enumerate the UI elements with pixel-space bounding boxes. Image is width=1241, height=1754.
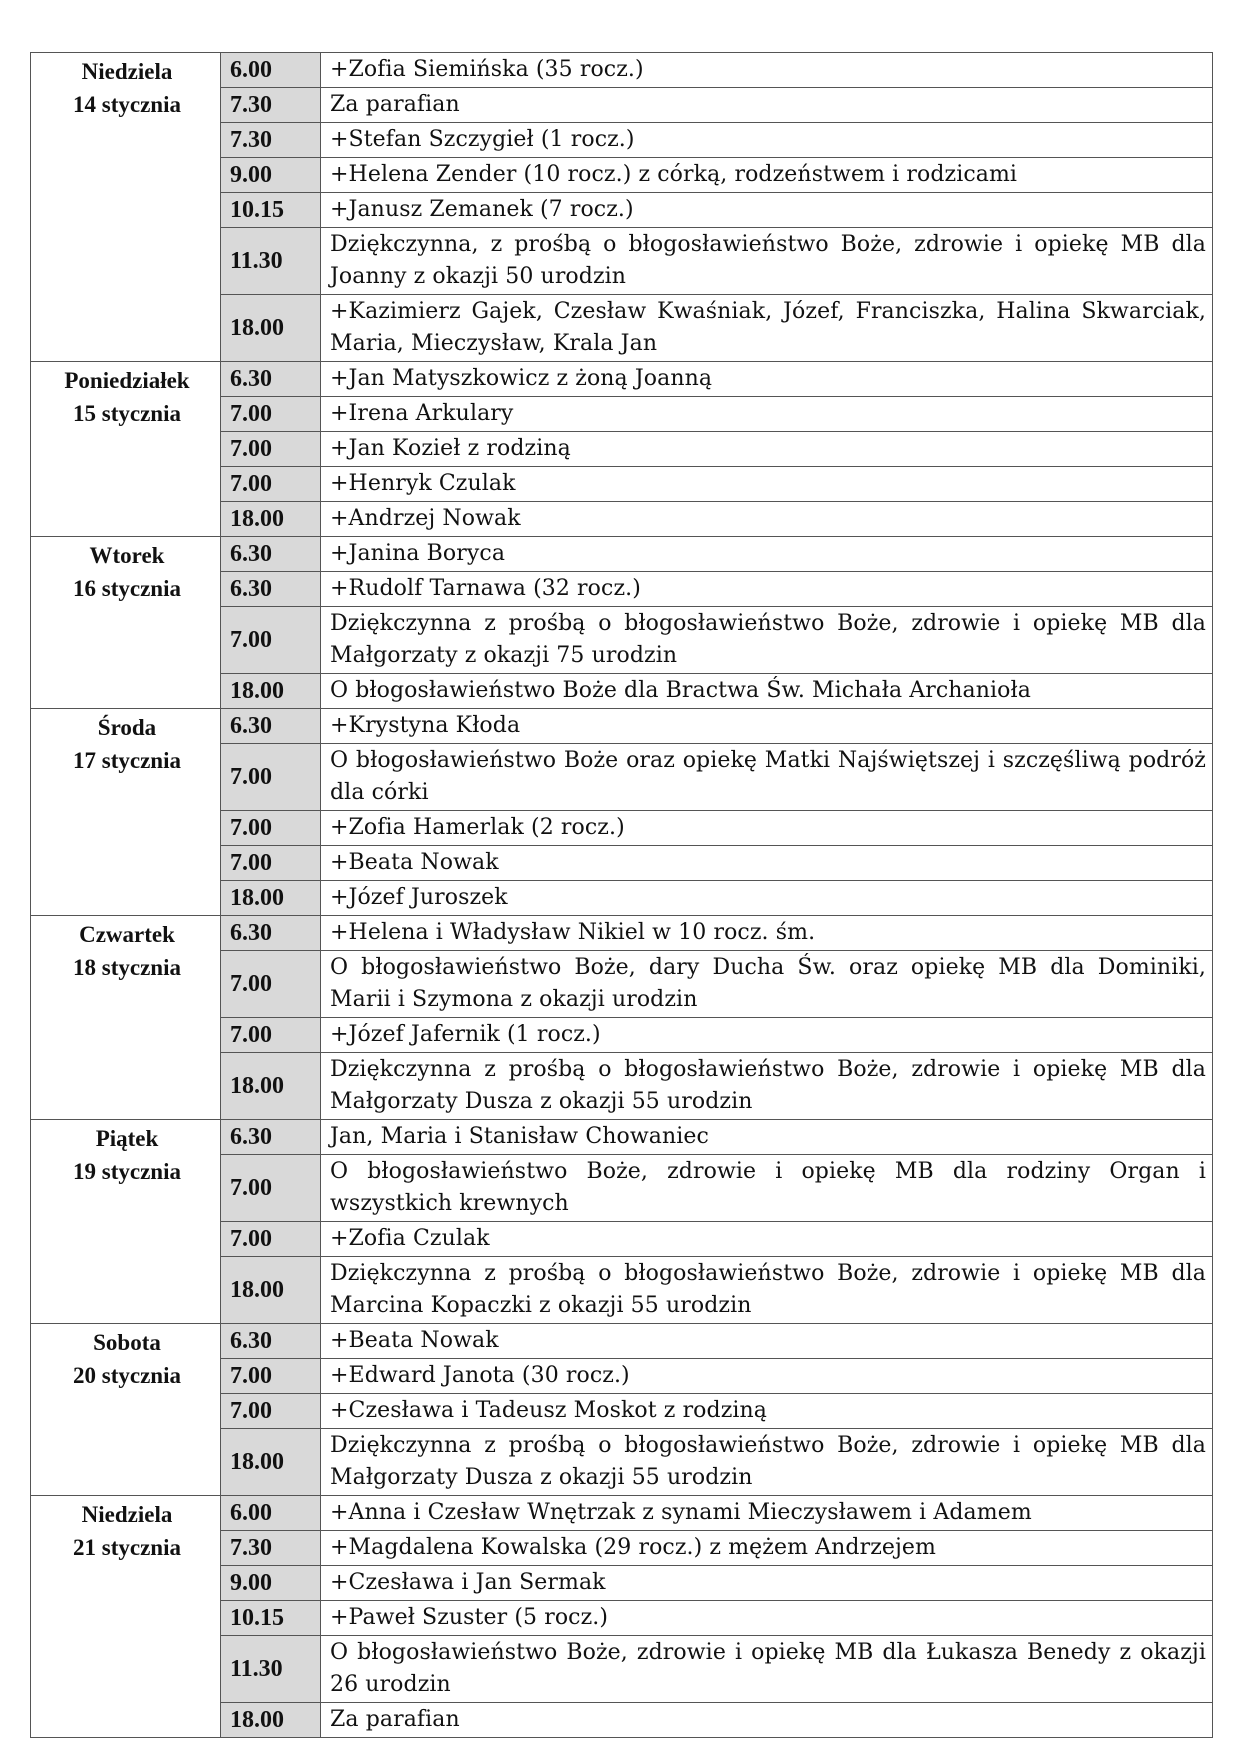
mass-intention: +Janusz Zemanek (7 rocz.) xyxy=(321,193,1213,228)
day-date: 17 stycznia xyxy=(73,748,181,773)
day-name: Niedziela xyxy=(81,1502,173,1527)
mass-time: 7.00 xyxy=(221,744,321,811)
day-name: Czwartek xyxy=(79,922,175,947)
mass-time: 7.00 xyxy=(221,951,321,1018)
mass-intention: +Janina Boryca xyxy=(321,537,1213,572)
mass-time: 18.00 xyxy=(221,295,321,362)
mass-time: 10.15 xyxy=(221,1601,321,1636)
day-cell xyxy=(31,1120,221,1324)
day-cell xyxy=(31,362,221,537)
mass-intention: Jan, Maria i Stanisław Chowaniec xyxy=(321,1120,1213,1155)
day-date: 14 stycznia xyxy=(73,92,181,117)
table-row xyxy=(31,1496,1213,1531)
mass-time: 7.00 xyxy=(221,1018,321,1053)
mass-intention: +Zofia Hamerlak (2 rocz.) xyxy=(321,811,1213,846)
mass-intention: Za parafian xyxy=(321,88,1213,123)
mass-schedule-table xyxy=(30,52,1213,1738)
day-cell xyxy=(31,53,221,362)
mass-intention: +Anna i Czesław Wnętrzak z synami Mieczysławem i Adamem xyxy=(321,1496,1213,1531)
table-row xyxy=(31,362,1213,397)
mass-time: 9.00 xyxy=(221,1566,321,1601)
mass-intention: Dziękczynna z prośbą o błogosławieństwo Boże, zdrowie i opiekę MB dla Małgorzaty Dusza z okazji 55 urodzin xyxy=(321,1429,1213,1496)
mass-time: 18.00 xyxy=(221,1257,321,1324)
day-name: Sobota xyxy=(93,1330,161,1355)
mass-time: 18.00 xyxy=(221,881,321,916)
mass-time: 7.00 xyxy=(221,607,321,674)
mass-time: 11.30 xyxy=(221,1636,321,1703)
mass-time: 7.30 xyxy=(221,1531,321,1566)
table-row xyxy=(31,1324,1213,1359)
mass-intention: O błogosławieństwo Boże, zdrowie i opiekę MB dla Łukasza Benedy z okazji 26 urodzin xyxy=(321,1636,1213,1703)
mass-time: 6.30 xyxy=(221,1324,321,1359)
mass-intention: +Czesława i Tadeusz Moskot z rodziną xyxy=(321,1394,1213,1429)
mass-time: 6.30 xyxy=(221,362,321,397)
schedule-body xyxy=(31,53,1213,1738)
mass-time: 7.00 xyxy=(221,846,321,881)
mass-intention: Dziękczynna z prośbą o błogosławieństwo Boże, zdrowie i opiekę MB dla Marcina Kopaczki z okazji 55 urodzin xyxy=(321,1257,1213,1324)
mass-time: 6.30 xyxy=(221,1120,321,1155)
mass-intention: Dziękczynna z prośbą o błogosławieństwo Boże, zdrowie i opiekę MB dla Małgorzaty Dusza z okazji 55 urodzin xyxy=(321,1053,1213,1120)
mass-intention: +Magdalena Kowalska (29 rocz.) z mężem Andrzejem xyxy=(321,1531,1213,1566)
mass-intention: +Kazimierz Gajek, Czesław Kwaśniak, Józef, Franciszka, Halina Skwarciak, Maria, Mieczysław, Krala Jan xyxy=(321,295,1213,362)
mass-intention: Za parafian xyxy=(321,1703,1213,1738)
mass-intention: +Beata Nowak xyxy=(321,1324,1213,1359)
mass-time: 18.00 xyxy=(221,502,321,537)
mass-time: 7.30 xyxy=(221,123,321,158)
mass-time: 18.00 xyxy=(221,674,321,709)
mass-intention: +Czesława i Jan Sermak xyxy=(321,1566,1213,1601)
mass-time: 6.30 xyxy=(221,537,321,572)
day-date: 15 stycznia xyxy=(73,401,181,426)
mass-intention: +Andrzej Nowak xyxy=(321,502,1213,537)
mass-time: 7.00 xyxy=(221,467,321,502)
mass-time: 6.30 xyxy=(221,709,321,744)
mass-time: 6.30 xyxy=(221,572,321,607)
day-cell xyxy=(31,537,221,709)
day-name: Poniedziałek xyxy=(64,368,190,393)
mass-time: 7.00 xyxy=(221,1394,321,1429)
day-cell xyxy=(31,1324,221,1496)
mass-intention: +Henryk Czulak xyxy=(321,467,1213,502)
mass-time: 6.00 xyxy=(221,1496,321,1531)
mass-time: 7.00 xyxy=(221,1155,321,1222)
table-row xyxy=(31,709,1213,744)
day-cell xyxy=(31,916,221,1120)
mass-intention: +Irena Arkulary xyxy=(321,397,1213,432)
mass-intention: Dziękczynna, z prośbą o błogosławieństwo Boże, zdrowie i opiekę MB dla Joanny z okazji 50 urodzin xyxy=(321,228,1213,295)
mass-time: 7.00 xyxy=(221,397,321,432)
day-name: Wtorek xyxy=(89,543,165,568)
table-row xyxy=(31,916,1213,951)
mass-intention: +Zofia Siemińska (35 rocz.) xyxy=(321,53,1213,88)
mass-intention: O błogosławieństwo Boże dla Bractwa Św. Michała Archanioła xyxy=(321,674,1213,709)
mass-intention: +Zofia Czulak xyxy=(321,1222,1213,1257)
mass-intention: O błogosławieństwo Boże oraz opiekę Matki Najświętszej i szczęśliwą podróż dla córki xyxy=(321,744,1213,811)
mass-intention: Dziękczynna z prośbą o błogosławieństwo Boże, zdrowie i opiekę MB dla Małgorzaty z okazji 75 urodzin xyxy=(321,607,1213,674)
day-name: Niedziela xyxy=(81,59,173,84)
day-date: 16 stycznia xyxy=(73,576,181,601)
mass-intention: +Stefan Szczygieł (1 rocz.) xyxy=(321,123,1213,158)
day-date: 21 stycznia xyxy=(73,1535,181,1560)
day-name: Piątek xyxy=(95,1126,159,1151)
day-cell xyxy=(31,709,221,916)
mass-time: 7.00 xyxy=(221,1222,321,1257)
mass-intention: +Jan Kozieł z rodziną xyxy=(321,432,1213,467)
mass-time: 7.00 xyxy=(221,811,321,846)
table-row xyxy=(31,1120,1213,1155)
mass-time: 11.30 xyxy=(221,228,321,295)
mass-intention: +Edward Janota (30 rocz.) xyxy=(321,1359,1213,1394)
mass-time: 7.00 xyxy=(221,432,321,467)
mass-time: 18.00 xyxy=(221,1053,321,1120)
mass-time: 7.30 xyxy=(221,88,321,123)
day-date: 19 stycznia xyxy=(73,1159,181,1184)
mass-time: 10.15 xyxy=(221,193,321,228)
mass-intention: +Helena i Władysław Nikiel w 10 rocz. śm. xyxy=(321,916,1213,951)
mass-intention: +Jan Matyszkowicz z żoną Joanną xyxy=(321,362,1213,397)
mass-intention: +Paweł Szuster (5 rocz.) xyxy=(321,1601,1213,1636)
mass-time: 18.00 xyxy=(221,1429,321,1496)
day-cell xyxy=(31,1496,221,1738)
day-name: Środa xyxy=(97,715,157,740)
mass-intention: +Rudolf Tarnawa (32 rocz.) xyxy=(321,572,1213,607)
mass-time: 9.00 xyxy=(221,158,321,193)
mass-time: 18.00 xyxy=(221,1703,321,1738)
mass-time: 7.00 xyxy=(221,1359,321,1394)
day-date: 20 stycznia xyxy=(73,1363,181,1388)
mass-intention: +Krystyna Kłoda xyxy=(321,709,1213,744)
mass-intention: O błogosławieństwo Boże, zdrowie i opiekę MB dla rodziny Organ i wszystkich krewnych xyxy=(321,1155,1213,1222)
mass-time: 6.30 xyxy=(221,916,321,951)
mass-intention: O błogosławieństwo Boże, dary Ducha Św. oraz opiekę MB dla Dominiki, Marii i Szymona z okazji urodzin xyxy=(321,951,1213,1018)
mass-intention: +Helena Zender (10 rocz.) z córką, rodzeństwem i rodzicami xyxy=(321,158,1213,193)
table-row xyxy=(31,537,1213,572)
mass-intention: +Józef Jafernik (1 rocz.) xyxy=(321,1018,1213,1053)
mass-intention: +Beata Nowak xyxy=(321,846,1213,881)
mass-time: 6.00 xyxy=(221,53,321,88)
table-row xyxy=(31,53,1213,88)
mass-intention: +Józef Juroszek xyxy=(321,881,1213,916)
day-date: 18 stycznia xyxy=(73,955,181,980)
